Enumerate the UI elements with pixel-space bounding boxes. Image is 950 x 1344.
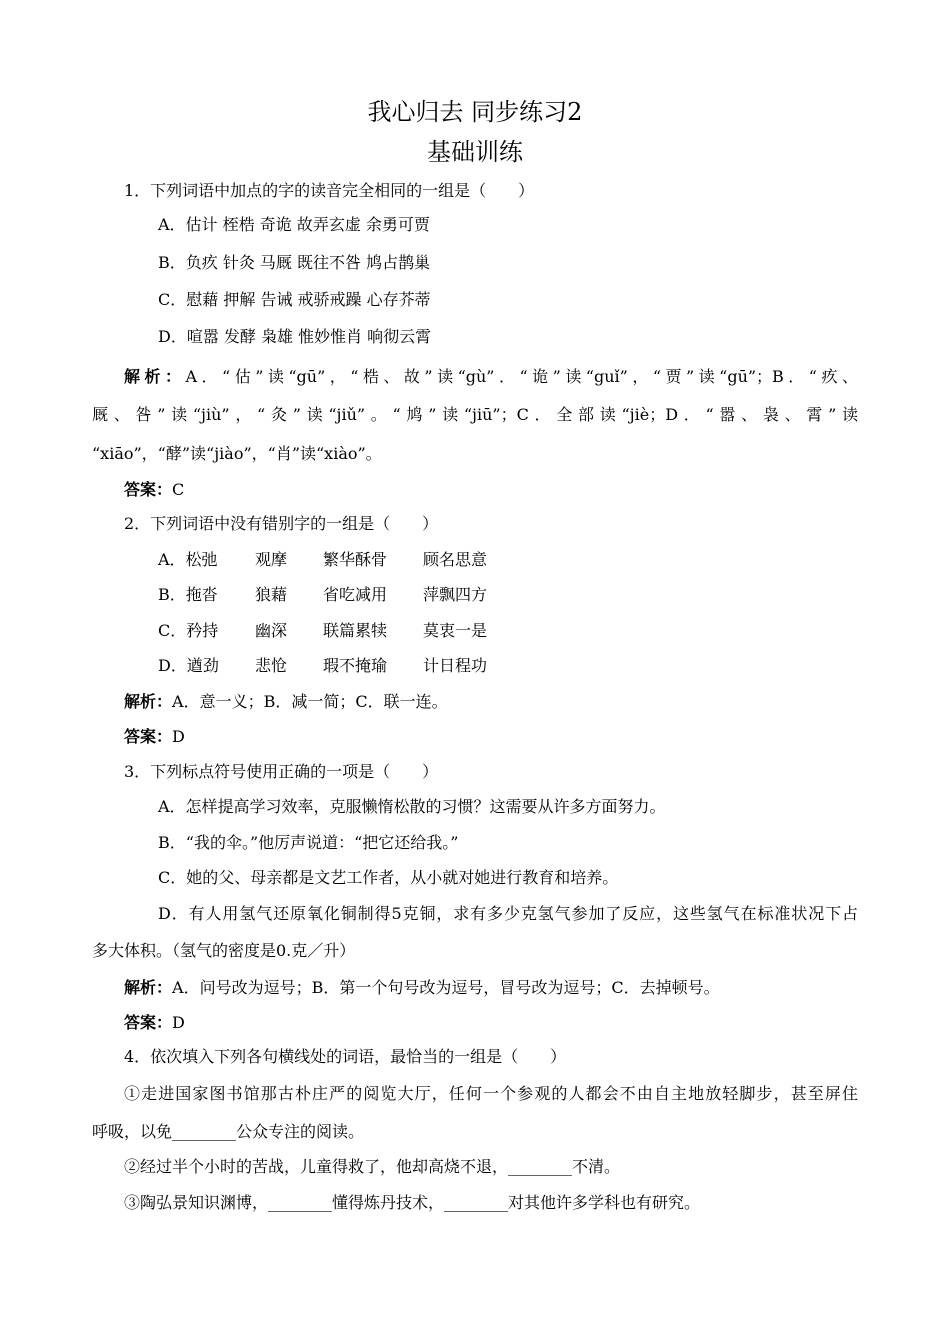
q2-c-w2: 幽深 [255,621,288,640]
q3-option-c: C．她的父、母亲都是文艺工作者，从小就对她进行教育和培养。 [158,868,619,887]
q2-analysis [124,692,448,712]
q3-answer [124,1013,185,1033]
q1-option-a: A．估计 桎梏 奇诡 故弄玄虚 余勇可贾 [158,215,430,234]
q2-c-w4: 莫衷一是 [423,621,488,640]
q2-d-w1: D．遒劲 [158,656,219,675]
analysis-label: 解析： [124,978,173,997]
q2-a-w3: 繁华酥骨 [323,550,388,569]
q1-stem: 1．下列词语中加点的字的读音完全相同的一组是（ ） [124,181,535,200]
answer-label: 答案： [124,727,173,746]
q2-b-w1: B．拖沓 [158,585,218,604]
q2-d-w2: 悲怆 [255,656,288,675]
q2-stem: 2．下列词语中没有错别字的一组是（ ） [124,514,439,533]
q3-option-d-line1: D．有人用氢气还原氧化铜制得5克铜，求有多少克氢气参加了反应，这些氢气在标准状况下占 [158,904,858,923]
q1-answer-value: C [172,480,185,499]
q3-analysis-text: A．问号改为逗号；B．第一个句号改为逗号，冒号改为逗号；C．去掉顿号。 [172,978,720,997]
q1-answer [124,480,184,500]
q2-analysis-text: A．意一义；B．减一简；C．联一连。 [172,692,448,711]
q4-sentence1-line1: ①走进国家图书馆那古朴庄严的阅览大厅，任何一个参观的人都会不由自主地放轻脚步，甚至屏住 [124,1084,858,1103]
q1-analysis-line3: “xiāo”，“酵”读“jiào”，“肖”读“xiào”。 [92,444,382,463]
q2-d-w4: 计日程功 [423,656,488,675]
q2-option-a [158,550,487,570]
q2-option-b [158,585,487,605]
q2-option-c [158,621,487,641]
q1-analysis-line1 [124,367,858,387]
q2-a-w2: 观摩 [255,550,288,569]
q1-analysis-line2: 厩、咎”读“jiù”，“灸”读“jiǔ”。“鸠”读“jiū”；C．全部读“jiè；D．“嚣、袅、霄”读 [92,405,858,424]
q1-option-b: B．负疚 针灸 马厩 既往不咎 鸠占鹊巢 [158,253,431,272]
answer-label: 答案： [124,480,173,499]
q2-b-w4: 萍飘四方 [423,585,488,604]
q3-option-d-line2: 多大体积。（氢气的密度是0.克／升） [92,941,356,960]
q2-a-w4: 顾名思意 [423,550,488,569]
q4-sentence2: ②经过半个小时的苦战，儿童得救了，他却高烧不退，________不清。 [124,1157,621,1176]
section-title: 基础训练 [427,138,523,166]
q2-a-w1: A．松弛 [158,550,218,569]
page-title: 我心归去 同步练习2 [367,98,583,126]
q2-b-w3: 省吃减用 [323,585,388,604]
q2-answer [124,727,185,747]
analysis-label: 解析： [124,367,186,386]
q2-c-w3: 联篇累犊 [323,621,388,640]
q2-answer-value: D [172,727,185,746]
q2-option-d [158,656,487,676]
q1-option-c: C．慰藉 押解 告诫 戒骄戒躁 心存芥蒂 [158,290,431,309]
q3-analysis [124,978,720,998]
q2-d-w3: 瑕不掩瑜 [323,656,388,675]
q3-stem: 3．下列标点符号使用正确的一项是（ ） [124,762,439,781]
q2-b-w2: 狼藉 [255,585,288,604]
answer-label: 答案： [124,1013,173,1032]
q3-answer-value: D [172,1013,185,1032]
q2-c-w1: C．矜持 [158,621,219,640]
q3-option-a: A．怎样提高学习效率，克服懒惰松散的习惯？这需要从许多方面努力。 [158,797,666,816]
q4-sentence1-line2: 呼吸，以免________公众专注的阅读。 [92,1122,365,1141]
q4-stem: 4．依次填入下列各句横线处的词语，最恰当的一组是（ ） [124,1047,567,1066]
q1-analysis-text-1: A．“估”读“gū”，“梏、故”读“gù”．“诡”读“guǐ”，“贾”读“gū”；B．“疚、 [185,367,858,386]
analysis-label: 解析： [124,692,173,711]
q1-option-d: D．喧嚣 发酵 枭雄 惟妙惟肖 响彻云霄 [158,327,432,346]
q4-sentence3: ③陶弘景知识渊博，________懂得炼丹技术，________对其他许多学科也有研究。 [124,1193,701,1212]
q3-option-b: B．“我的伞。”他厉声说道：“把它还给我。” [158,833,459,852]
